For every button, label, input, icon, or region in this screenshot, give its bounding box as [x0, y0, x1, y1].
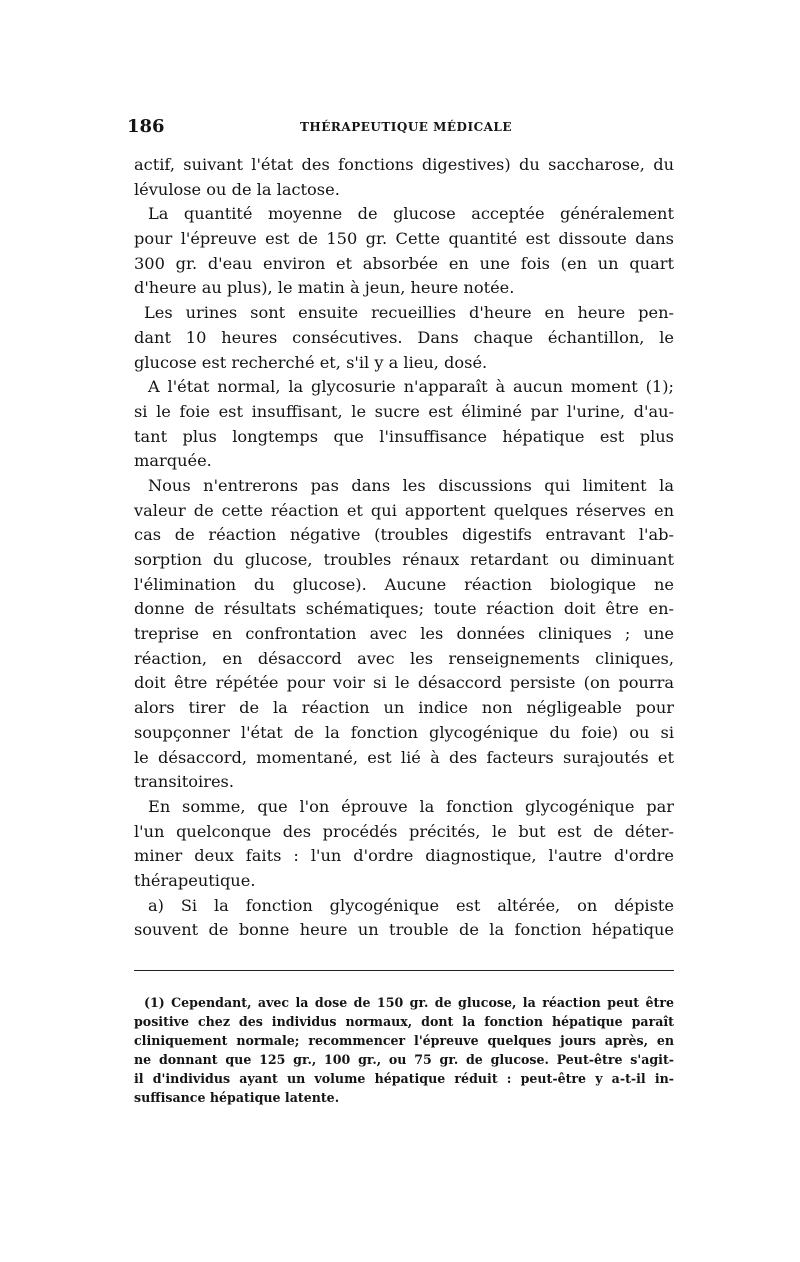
text-line: l'élimination du glucose). Aucune réaction biologique ne [134, 574, 674, 594]
text-line: miner deux faits : l'un d'ordre diagnostique, l'autre d'ordre [134, 846, 674, 866]
text-line: valeur de cette réaction et qui apportent quelques réserves en [134, 500, 674, 520]
text-line: soupçonner l'état de la fonction glycogénique du foie) ou si [134, 722, 674, 742]
text-line: a) Si la fonction glycogénique est altérée, on dépiste [148, 895, 674, 915]
text-line: cas de réaction négative (troubles digestifs entravant l'ab- [134, 525, 674, 545]
text-line: donne de résultats schématiques; toute réaction doit être en- [134, 599, 674, 619]
text-line: A l'état normal, la glycosurie n'apparaît à aucun moment (1); [148, 377, 674, 397]
text-line: lévulose ou de la lactose. [134, 179, 340, 199]
page-number: 186 [127, 116, 165, 137]
footnote-line: cliniquement normale; recommencer l'épreuve quelques jours après, en [134, 1033, 674, 1048]
text-line: souvent de bonne heure un trouble de la fonction hépatique [134, 920, 674, 940]
text-line: transitoires. [134, 772, 235, 792]
text-line: si le foie est insuffisant, le sucre est éliminé par l'urine, d'au- [134, 401, 674, 421]
text-line: doit être répétée pour voir si le désaccord persiste (on pourra [134, 673, 674, 693]
text-line: d'heure au plus), le matin à jeun, heure notée. [134, 278, 515, 298]
text-line: alors tirer de la réaction un indice non négligeable pour [134, 698, 674, 718]
text-line: le désaccord, momentané, est lié à des facteurs surajoutés et [134, 747, 674, 767]
text-line: thérapeutique. [134, 870, 256, 890]
footnote-line: il d'individus ayant un volume hépatique réduit : peut-être y a-t-il in- [134, 1071, 674, 1086]
text-line: Nous n'entrerons pas dans les discussions qui limitent la [148, 475, 674, 495]
text-line: pour l'épreuve est de 150 gr. Cette quantité est dissoute dans [134, 229, 674, 249]
text-line: 300 gr. d'eau environ et absorbée en une fois (en un quart [134, 253, 674, 273]
text-line: glucose est recherché et, s'il y a lieu, dosé. [134, 352, 488, 372]
footnote-line: (1) Cependant, avec la dose de 150 gr. de glucose, la réaction peut être [144, 995, 674, 1010]
text-line: En somme, que l'on éprouve la fonction glycogénique par [148, 796, 674, 816]
footnote-line: positive chez des individus normaux, dont la fonction hépatique paraît [134, 1014, 674, 1029]
footnote-line: ne donnant que 125 gr., 100 gr., ou 75 gr. de glucose. Peut-être s'agit- [134, 1052, 674, 1067]
footnote [134, 993, 674, 1107]
page-header [127, 116, 672, 142]
text-line: réaction, en désaccord avec les renseignements cliniques, [134, 648, 674, 668]
text-line: Les urines sont ensuite recueillies d'heure en heure pen- [144, 303, 674, 323]
text-line: l'un quelconque des procédés précités, le but est de déter- [134, 821, 674, 841]
body-text [134, 153, 674, 943]
text-line: dant 10 heures consécutives. Dans chaque échantillon, le [134, 327, 674, 347]
text-line: treprise en confrontation avec les données cliniques ; une [134, 624, 674, 644]
text-line: marquée. [134, 451, 212, 471]
text-line: sorption du glucose, troubles rénaux retardant ou diminuant [134, 550, 674, 569]
text-line: tant plus longtemps que l'insuffisance hépatique est plus [134, 426, 674, 446]
text-line: actif, suivant l'état des fonctions digestives) du saccharose, du [134, 155, 674, 174]
footnote-rule [134, 970, 674, 971]
running-title: THÉRAPEUTIQUE MÉDICALE [300, 120, 513, 134]
text-line: La quantité moyenne de glucose acceptée généralement [148, 204, 674, 224]
footnote-line: suffisance hépatique latente. [134, 1090, 340, 1105]
